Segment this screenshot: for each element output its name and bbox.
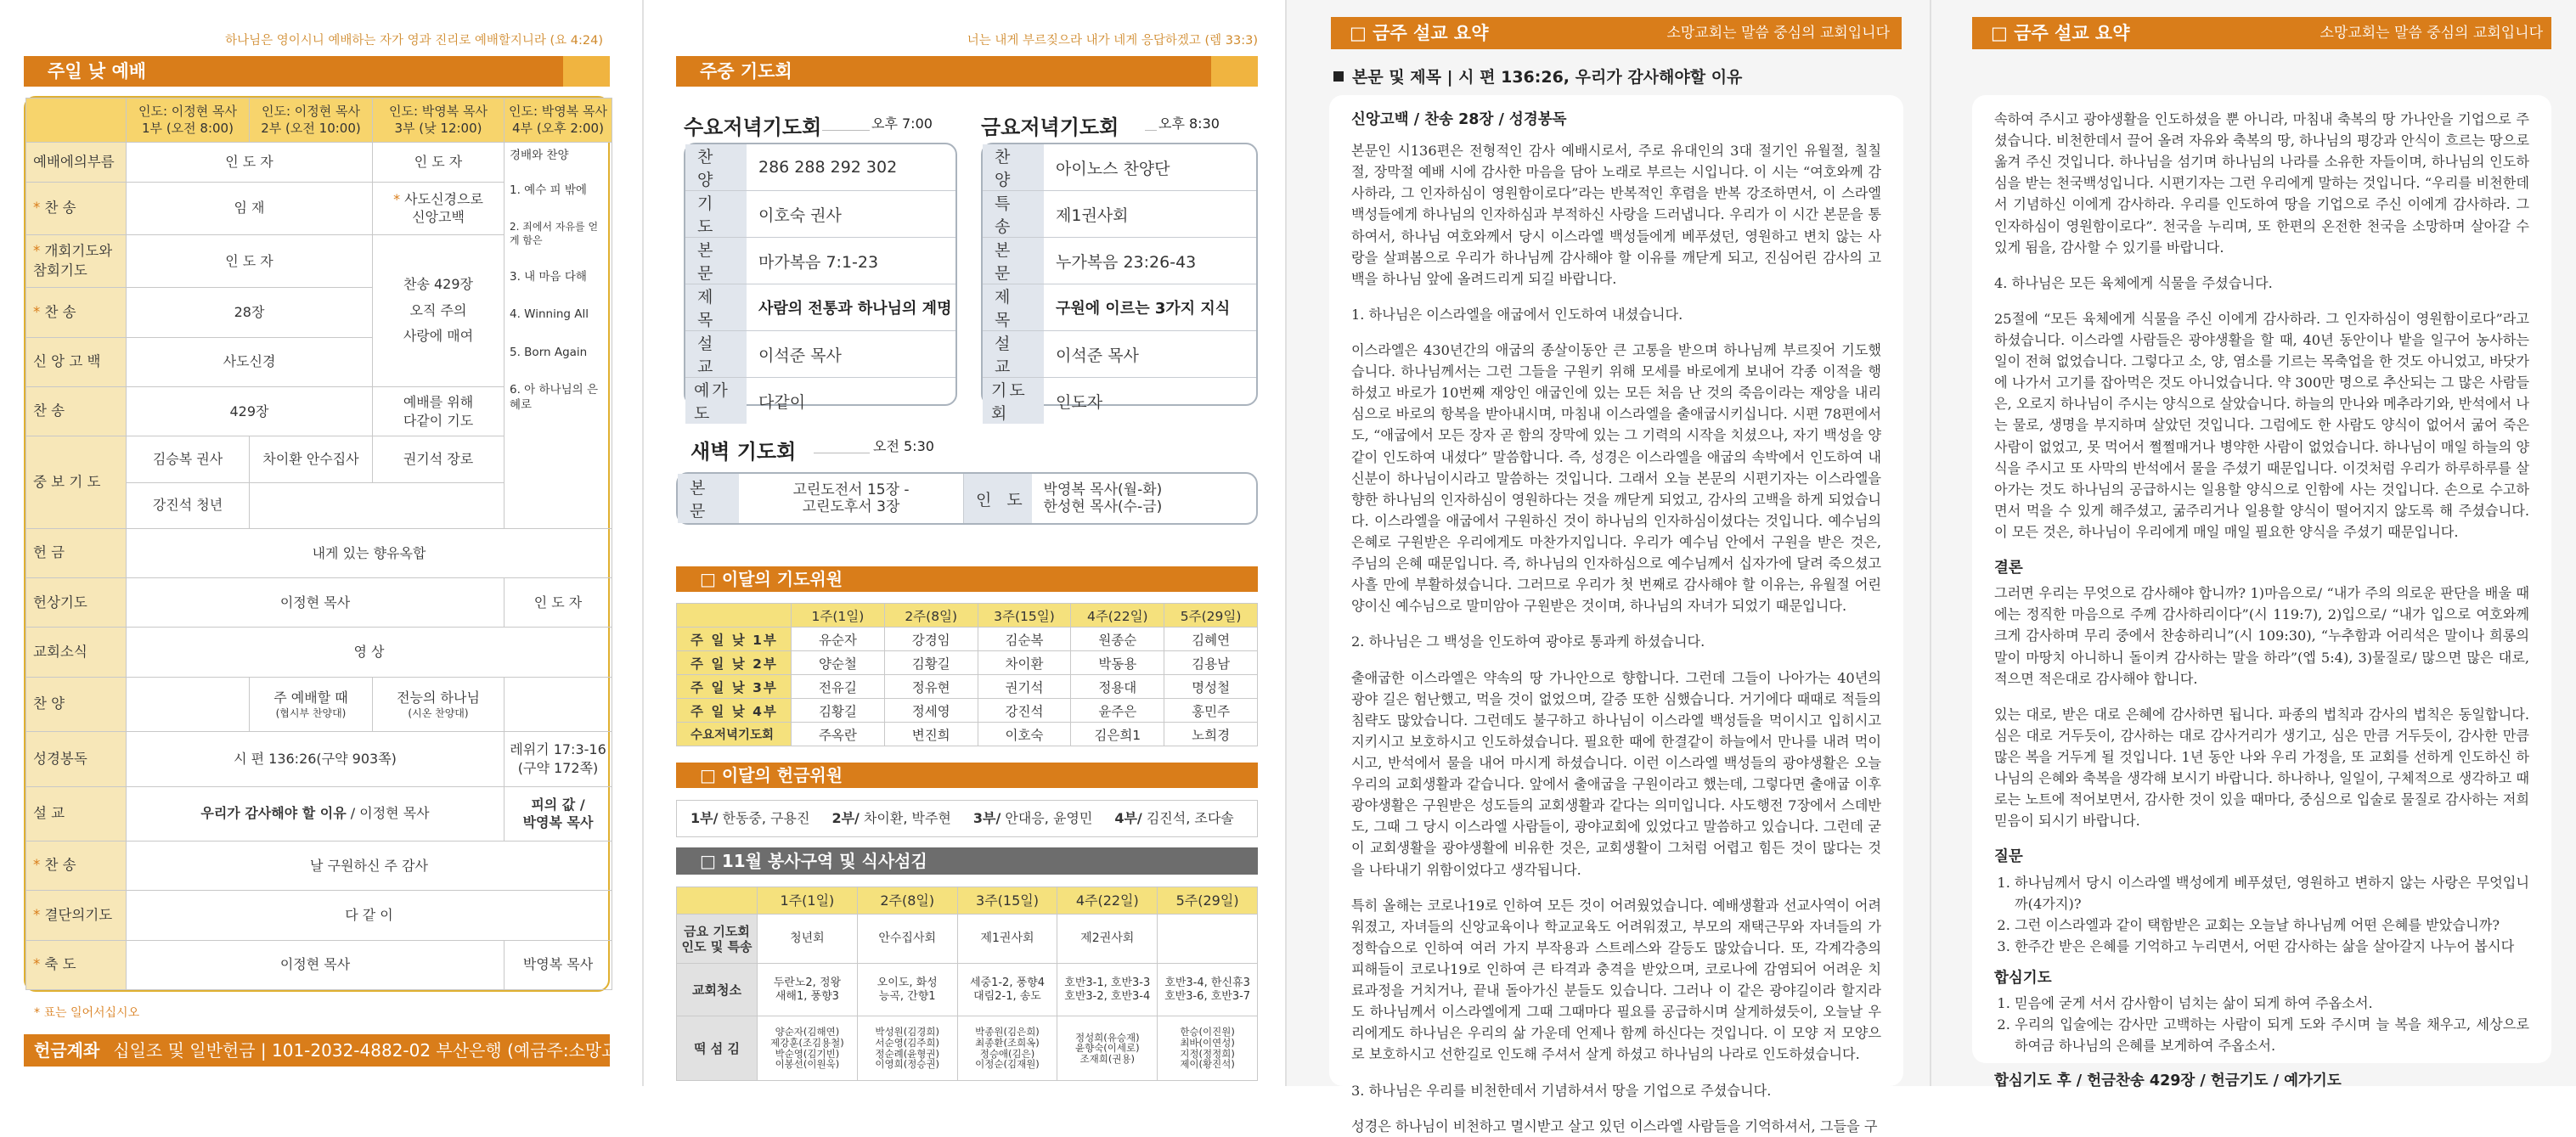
- dawn-table: 본 문 고린도전서 15장 - 고린도후서 3장 인 도 박영복 목사(월-화) 한성현 목사(수-금): [676, 472, 1258, 525]
- prayer-list: [1994, 993, 2529, 1056]
- list-item: 1. 믿음에 굳게 서서 감사함이 넘치는 삶이 되게 하여 주옵소서.: [2015, 993, 2529, 1014]
- row-label: 찬 양: [26, 677, 127, 731]
- row-label: 중 보 기 도: [26, 436, 127, 529]
- service-1-header: 인도: 이정현 목사 1부 (오전 8:00): [127, 99, 250, 143]
- sermon-topic: 본문 및 제목 | 시 편 136:26, 우리가 감사해야할 이유: [1333, 65, 1742, 87]
- offering-committee-title: □ 이달의 헌금위원: [676, 763, 1258, 788]
- list-item: 2. 죄에서 자유를 얻게 함은: [510, 220, 599, 246]
- cell: 영 상: [127, 628, 612, 677]
- cell: 인 도 자: [504, 578, 612, 628]
- fri-title: 금요저녁기도회: [981, 115, 1119, 139]
- cell: 내게 있는 향유옥합: [127, 528, 612, 577]
- list-item: 4. Winning All: [510, 307, 589, 322]
- worship-order-panel: [0, 0, 642, 1086]
- cell: 시 편 136:26(구약 903쪽): [127, 732, 504, 786]
- offering-account: 헌금계좌 십일조 및 일반헌금 | 101-2032-4882-02 부산은행 (예금주:소망교회): [24, 1034, 610, 1067]
- table-row: 금요 기도회 인도 및 특송 청년회 안수집사회 제1권사회 제2권사회: [677, 915, 1258, 964]
- prayer-committee-table: 1주(1일) 2주(8일) 3주(15일) 4주(22일) 5주(29일) 주 일 낮 1부 유순자 강경임 김순복 원종순 김혜연 주 일 낮 2부 양순철 김황길 차이환 박동용 김용남 주 일 낮 3부 전유길 정유현 권기석 정용대 명성철 주 일 낮 4부 김황길 정세영 강진석 윤주은 홍민주 수요저녁기도회 주옥란 변진희 이호숙 김은희1 노희경: [676, 603, 1258, 746]
- row-label: * 찬 송: [26, 182, 127, 234]
- cell: 강진석 청년: [127, 482, 250, 528]
- cell: 28장: [127, 288, 373, 337]
- cell: 인 도 자: [373, 143, 504, 182]
- list-item: 6. 아 하나님의 은혜로: [510, 382, 598, 412]
- rule: [1145, 130, 1157, 131]
- list-item: 1. 하나님께서 당시 이스라엘 백성에게 베푸셨던, 영원하고 변하지 않는 사랑은 무엇입니까(4가지)?: [2015, 872, 2529, 915]
- table-row: 주 일 낮 4부 김황길 정세영 강진석 윤주은 홍민주: [677, 699, 1258, 723]
- table-row: 떡 섬 김 양순자(김해연) 제강훈(조김용철) 박순영(김기빈) 이봉선(이원욱) 박성원(김경희) 서순영(김주희) 정순례(윤형권) 이영희(정승권) 박종원(김은희) 최종환(조희옥) 정승애(김은) 이정순(김재원) 정성희(유승재) 윤향숙(이세로) 조재희(권용) 한승(이진원) 최바(이연성) 지정(정정희) 제이(황진석): [677, 1016, 1258, 1081]
- cell: 차이환 안수집사: [250, 436, 373, 482]
- sermon-text-2: 속하여 주시고 광야생활을 인도하셨을 뿐 아니라, 마침내 축복의 땅 가나안을 기업으로 주셨습니다. 비천한데서 끌어 올려 자유와 축복의 땅, 하나님의 평강과 안식이 흐르는 땅으로 옮겨 주신 것입니다. 하나님을 섬기며 하나님의 나라를 소유한 자들이며, 하나님의 인도하심을 받는 천국백성입니다. 시편기자는 그런 우리에게 말하는 것입니다. “우리를 비천한데서 기념하신 이에게 감사하라. 우리를 인도하여 땅을 기업으로 주신 이에게 감사하라. 그 인자하심이 영원함이로다”. 천국을 누리며, 또 한편의 온전한 천국을 소망하며 살아갈 수 있게 됨을, 감사할 수 있기를 바랍니다. 4. 하나님은 모든 육체에게 식물을 주셨습니다. 25절에 “모든 육체에게 식물을 주신 이에게 감사하라. 그 인자하심이 영원함이로다”라고 하셨습니다. 이스라엘 사람들은 광야생활을 할 때, 40년 동안이나 밭을 일구어 농사하는 일이 전혀 없었습니다. 그렇다고 소, 양, 염소를 기르는 목축업을 한 것도 아니었고, 바닷가에 나가서 고기를 잡아먹은 것도 아니었습니다. 약 300만 명으로 추산되는 그 많은 사람들은, 오로지 하나님이 주시는 양식으로 살았습니다. 하늘의 만나와 메추라기와, 반석에서 나는 물로, 생명을 부지하며 살았던 것입니다. 그럼에도 한 사람도 양식이 없어서 굶어 죽은 사람이 없었고, 못 먹어서 쩔쩔매거나 병약한 사람이 없었습니다. 하나님이 매일 하늘의 양식을 주시고 또 사막의 반석에서 물을 주셨기 때문입니다. 이것처럼 우리가 하루하루를 살아가는 것도 하나님의 공급하시는 일용할 양식으로 인함에 사는 것입니다. 손으로 수고하면서 먹을 수 있게 해주셨고, 굶주리거나 일용할 양식이 떨어지지 않도록 해 주셨습니다. 이 모든 것은, 하나님이 우리에게 매일 매일 필요한 양식을 주셨기 때문입니다. 결론 그러면 우리는 무엇으로 감사해야 합니까? 1)마음으로/ “내가 주의 의로운 판단을 배울 때에는 정직한 마음으로 주께 감사하리이다”(시 119:7), 2)입으로/ “내가 입으로 여호와께 크게 감사하며 무리 중에서 찬송하리니”(시 109:30), “누추함과 어리석은 말이나 희롱의 말이 마땅치 아니하니 돌이켜 감사하는 말을 하라”(엡 5:4), 3)물질로/ 많으면 많은 대로, 적으면 적은대로 감사해야 합니다. 있는 대로, 받은 대로 은혜에 감사하면 됩니다. 파종의 법칙과 감사의 법칙은 동일합니다. 심은 대로 거두듯이, 감사하는 대로 감사거리가 생기고, 심은 만큼 거두듯이, 감사한 만큼 많은 복을 거두게 될 것입니다. 1년 동안 나와 우리 가정을, 또 교회를 선하게 인도하신 하나님의 은혜와 축복을 생각해 보시기 바랍니다. 하나하나, 일일이, 구체적으로 생각하고 때로는 노트에 적어보면서, 감사한 것이 있을 때마다, 중심으로 입술로 물질로 감사하는 저희 믿음이 되시기 바랍니다. 질문 1. 하나님께서 당시 이스라엘 백성에게 베푸셨던, 영원하고 변하지 않는 사랑은 무엇입니까(4가지)? 2. 그런 이스라엘과 같이 택함받은 교회는 오늘날 하나님께 어떤 은혜를 받았습니까? 3. 한주간 받은 은혜를 기억하고 누리면서, 어떤 감사하는 삶을 살아갈지 나누어 봅시다 합심기도 1. 믿음에 굳게 서서 감사함이 넘치는 삶이 되게 하여 주옵소서. 2. 우리의 입술에는 감사만 고백하는 사람이 되게 도와 주시며 늘 복을 채우고, 세상으로 하여금 하나님의 은혜를 보게하여 주옵소서. 합심기도 후 / 헌금찬송 429장 / 헌금기도 / 예가기도: [1972, 95, 2551, 1063]
- list-item: 경배와 찬양: [510, 149, 569, 163]
- worship-table: [24, 96, 610, 992]
- table-row: 주 일 낮 3부 전유길 정유현 권기석 정용대 명성철: [677, 675, 1258, 699]
- cell: 전능의 하나님 (시온 찬양대): [373, 677, 504, 731]
- top-quote: 하나님은 영이시니 예배하는 자가 영과 진리로 예배할지니라 (요 4:24): [225, 34, 603, 48]
- cell: 이정현 목사: [127, 940, 504, 989]
- list-item: 5. Born Again: [510, 345, 588, 359]
- list-item: 2. 우리의 입술에는 감사만 고백하는 사람이 되게 도와 주시며 늘 복을 채우고, 세상으로 하여금 하나님의 은혜를 보게하여 주옵소서.: [2015, 1014, 2529, 1056]
- dawn-time: 오전 5:30: [873, 438, 934, 454]
- table-row: 주 일 낮 2부 양순철 김황길 차이환 박동용 김용남: [677, 651, 1258, 675]
- cell: 예배를 위해 다같이 기도: [373, 386, 504, 436]
- fri-table: 찬 양 아이노스 찬양단 특 송 제1권사회 본 문 누가복음 23:26-43 제 목 구원에 이르는 3가지 지식 설 교 이석준 목사 기도회 인도자: [981, 143, 1258, 406]
- service-2-header: 인도: 이정현 목사 2부 (오전 10:00): [250, 99, 373, 143]
- row-label: 헌 금: [26, 528, 127, 577]
- cell: 다 같 이: [127, 891, 612, 940]
- sermon-header: □ 금주 설교 요약: [1972, 17, 2551, 49]
- row-label: 교회소식: [26, 628, 127, 677]
- cell: 주 예배할 때 (협시부 찬양대): [250, 677, 373, 731]
- row-label: 헌상기도: [26, 578, 127, 628]
- row-label: * 결단의기도: [26, 891, 127, 940]
- row-label: 신 앙 고 백: [26, 337, 127, 386]
- row-label: 설 교: [26, 786, 127, 841]
- sermon-header: □ 금주 설교 요약: [1331, 17, 1902, 49]
- row-label: * 찬 송: [26, 841, 127, 890]
- section-title: 주중 기도회: [676, 56, 1258, 87]
- row-label: 찬 송: [26, 386, 127, 436]
- list-item: 3. 내 마음 다해: [510, 270, 587, 284]
- row-label: 예배에의부름: [26, 143, 127, 182]
- table-row: 수요저녁기도회 주옥란 변진희 이호숙 김은희1 노희경: [677, 723, 1258, 746]
- offering-committee: 1부/ 한동중, 구용진 2부/ 차이환, 박주현 3부/ 안대응, 윤영민 4부/ 김진석, 조다솔: [676, 800, 1258, 837]
- sermon-header-sub: 소망교회는 말씀 중심의 교회입니다: [1666, 25, 1890, 42]
- cell: 429장: [127, 386, 373, 436]
- cell: 인 도 자: [127, 234, 373, 287]
- prayer-meeting-panel: [644, 0, 1285, 1086]
- cell: 피의 값 / 박영복 목사: [504, 786, 612, 841]
- cell: 레위기 17:3-16 (구약 172쪽): [504, 732, 612, 786]
- cell: 사도신경: [127, 337, 373, 386]
- standing-note: * 표는 일어서십시오: [34, 1006, 140, 1020]
- row-label: * 축 도: [26, 940, 127, 989]
- cell: [504, 677, 612, 731]
- cell: 김승복 권사: [127, 436, 250, 482]
- row-label: * 개회기도와 참회기도: [26, 234, 127, 287]
- rule: [822, 130, 870, 131]
- cell: * 사도신경으로 신앙고백: [373, 182, 504, 234]
- section-title: 주일 낮 예배: [24, 56, 610, 87]
- service-area-title: □ 11월 봉사구역 및 식사섬김: [676, 847, 1258, 875]
- wed-title: 수요저녁기도회: [684, 115, 822, 139]
- fri-time: 오후 8:30: [1158, 115, 1220, 132]
- cell: 찬송 429장 오직 주의 사랑에 매여: [373, 234, 504, 386]
- row-label: 성경봉독: [26, 732, 127, 786]
- wed-table: 찬 양 286 288 292 302 기 도 이호숙 권사 본 문 마가복음 7:1-23 제 목 사람의 전통과 하나님의 계명 설 교 이석준 목사 예가도 다같이: [684, 143, 957, 406]
- row-label: * 찬 송: [26, 288, 127, 337]
- question-list: [1994, 872, 2529, 957]
- closing-line: 합심기도 후 / 헌금찬송 429장 / 헌금기도 / 예가기도: [1994, 1072, 2342, 1090]
- wed-time: 오후 7:00: [871, 115, 933, 132]
- service-4-header: 인도: 박영복 목사 4부 (오후 2:00): [504, 99, 612, 143]
- sermon-text-1: 신앙고백 / 찬송 28장 / 성경봉독 본문인 시136편은 전형적인 감사 예배시로서, 주로 유대인의 3대 절기인 유월절, 칠칠절, 장막절 예배 시에 감사한 마음을 담아 노래로 부르는 시입니다. 이 시는 “여호와께 감사하라, 그 인자하심이 영원함이로다”라는 반복적인 후렴을 반복 강조하면서, 이 스라엘백성들에게 하나님의 인자하심과 부적하신 사랑을 드러냅니다. 우리가 이 시간 본문을 통하여서, 하나님 여호와께서 당시 이스라엘 백성들에게 베푸셨던, 영원하고 변치 않는 사랑을 살펴봄으로 우리가 하나님께 감사해야 할 이유를 깨닫게 되고, 진심어린 감사의 고백을 하나님 앞에 올려드리게 되길 바랍니다. 1. 하나님은 이스라엘을 애굽에서 인도하여 내셨습니다. 이스라엘은 430년간의 애굽의 종살이동안 큰 고통을 받으며 하나님께 부르짖어 기도했습니다. 하나님께서는 그런 그들을 구원키 위해 모세를 바로에게 보내어 각종 이적을 행하셨고 바로가 10번째 재앙인 애굽인에 있는 모든 처음 난 것의 죽음이라는 재앙을 내리심으로 바로의 항복을 받아내시며, 마침내 이스라엘을 출애굽시키십니다. 시편 78편에서도, “애굽에서 모든 장자 곧 함의 장막에 있는 그 기력의 시작을 치셨으나, 자기 백성을 양같이 인도하여 내셨다” 말씀합니다. 즉, 성경은 이스라엘을 애굽의 속박에서 인도하여 내신분이 하나님이시라고 말씀하는 것입니다. 그래서 오늘 본문의 시편기자는 이스라엘을 향한 하나님의 인자하심이 영원하다는 것을 깨닫게 되었고, 감사의 고백을 하게 되었습니다. 이스라엘을 애굽에서 구원하신 것이 하나님의 인자하심이셨다는 것입니다. 예수님의 은혜로 구원받은 우리에게도 마찬가지입니다. 우리가 예수님 안에서 구원을 받은 것은, 주님의 은혜 때문입니다. 즉, 하나님의 인자하심으로 예수님께서 십자가에 달려 죽으셨고 사흘 만에 부활하셨습니다. 그러므로 우리가 첫 번째로 감사해야 할 이유는, 유월절 어린양이신 예수님으로 말미암아 구원받은 것이며, 하나님의 자녀가 되었기 때문입니다. 2. 하나님은 그 백성을 인도하여 광야로 통과케 하셨습니다. 출애굽한 이스라엘은 약속의 땅 가나안으로 향합니다. 그런데 그들이 나아가는 40년의 광야 길은 험난했고, 먹을 것이 없었으며, 갈증 또한 심했습니다. 거기에다 때때로 적들의 침략도 많았습니다. 그런데도 불구하고 하나님이 이스라엘 백성들을 먹이시고 입히시고 지키시고 보호하시고 인도하셨습니다. 필요한 때에 한결같이 하늘에서 만나를 내려 먹이시고, 반석에서 물을 내어 마시게 하셨습니다. 이런 이스라엘 백성들의 광야생활은 오늘 우리의 교회생활과 같습니다. 앞에서 출애굽을 구원이라고 했는데, 그렇다면 출애굽 이후 광야생활은 구원받은 성도들의 교회생활과 같다는 의미입니다. 사도행전 7장에서 스데반도, 그때 그 당시 이스라엘 사람들이, 광야교회에 있었다고 말씀하고 있습니다. 그런데 굳이 교회생활을 광야생활에 비유한 것은, 교회생활이 그처럼 어렵고 힘든 것이 많다는 것을 나타내기 위함이었다고 생각됩니다. 특히 올해는 코로나19로 인하여 모든 것이 어려웠었습니다. 예배생활과 선교사역이 어려워졌고, 자녀들의 신앙교육이나 학교교육도 어려워졌고, 부모의 재택근무와 자녀들의 가정학습으로 인하여 여러 가지 부작용과 스트레스와 갈등도 많았습니다. 또, 각계각층의 피해들이 코로나19로 인하여 큰 타격과 충격을 받았으며, 코로나에 감염되어 어려운 치료과정을 거치거나, 끝내 돌아가신 분들도 있습니다. 그러나 이 같은 광야길이라 할지라도 하나님께서 이스라엘에게 그때 그때마다 필요를 공급하시며 살게하셨듯이, 오늘날 우리에게도 하나님은 우리의 삶 가운데 언제나 함께 하신다는 것입니다. 이 모양 저 모양으로 보호하시고 선한길로 인도해 주셔서 살게 하셨고 하나님의 나라로 인도하셨습니다. 3. 하나님은 우리를 비천한데서 기념하셔서 땅을 기업으로 주셨습니다. 성경은 하나님이 비천하고 멸시받고 살고 있던 이스라엘 사람들을 기억하셔서, 그들을 구: [1329, 95, 1903, 1086]
- praise-list: [504, 143, 612, 529]
- cell: 임 재: [127, 182, 373, 234]
- sermon-header-sub: 소망교회는 말씀 중심의 교회입니다: [2320, 25, 2543, 42]
- dawn-title: 새벽 기도회: [691, 440, 797, 464]
- service-area-table: 1주(1일) 2주(8일) 3주(15일) 4주(22일) 5주(29일) 금요 기도회 인도 및 특송 청년회 안수집사회 제1권사회 제2권사회 교회청소 두란노2, 정왕 새해1, 풍향3 오이도, 화성 능곡, 간향1 세중1-2, 풍향4 대림2-1, 송도 호반3-1, 호반3-3 호반3-2, 호반3-4 호반3-4, 한신휴3 호반3-6, 호반3-7 떡 섬 김 양순자(김해연) 제강훈(조김용철) 박순영(김기빈) 이봉선(이원욱) 박성원(김경희) 서순영(김주희) 정순례(윤형권) 이영희(정승권) 박종원(김은희) 최종환(조희옥) 정승애(김은) 이정순(김재원) 정성희(유승재) 윤향숙(이세로) 조재희(권용) 한승(이진원) 최바(이연성) 지정(정정희) 제이(황진석): [676, 887, 1258, 1081]
- cell: 권기석 장로: [373, 436, 504, 482]
- list-item: 2. 그런 이스라엘과 같이 택함받은 교회는 오늘날 하나님께 어떤 은혜를 받았습니까?: [2015, 915, 2529, 936]
- cell: 박영복 목사: [504, 940, 612, 989]
- cell: 날 구원하신 주 감사: [127, 841, 612, 890]
- cell: 우리가 감사해야 할 이유 / 이정현 목사: [127, 786, 504, 841]
- list-item: 3. 한주간 받은 은혜를 기억하고 누리면서, 어떤 감사하는 삶을 살아갈지 나누어 봅시다: [2015, 936, 2529, 957]
- cell: 이정현 목사: [127, 578, 504, 628]
- service-3-header: 인도: 박영복 목사 3부 (낮 12:00): [373, 99, 504, 143]
- top-quote: 너는 내게 부르짖으라 내가 네게 응답하겠고 (렘 33:3): [967, 34, 1258, 48]
- cell: 인 도 자: [127, 143, 373, 182]
- table-row: 교회청소 두란노2, 정왕 새해1, 풍향3 오이도, 화성 능곡, 간향1 세중1-2, 풍향4 대림2-1, 송도 호반3-1, 호반3-3 호반3-2, 호반3-4 호반3-4, 한신휴3 호반3-6, 호반3-7: [677, 964, 1258, 1016]
- prayer-committee-title: □ 이달의 기도위원: [676, 566, 1258, 592]
- list-item: 1. 예수 피 밖에: [510, 183, 587, 197]
- table-row: 주 일 낮 1부 유순자 강경임 김순복 원종순 김혜연: [677, 628, 1258, 651]
- cell: [127, 677, 250, 731]
